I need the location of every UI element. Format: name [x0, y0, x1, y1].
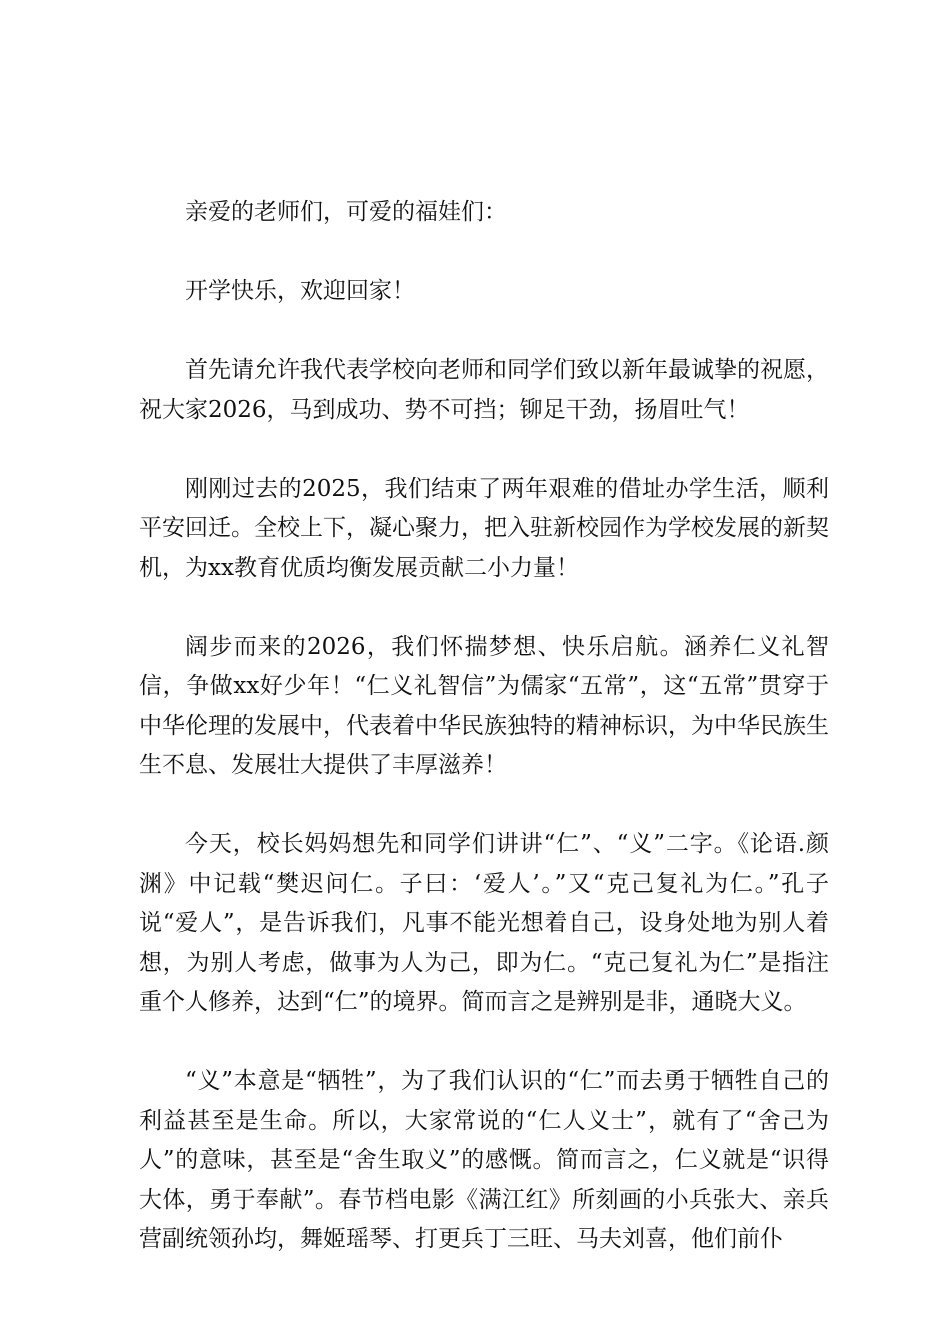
paragraph-outlook-2026: 阔步而来的2026，我们怀揣梦想、快乐启航。涵养仁义礼智信，争做xx好少年！“仁义礼智信”为儒家“五常”，这“五常”贯穿于中华伦理的发展中，代表着中华民族独特的精神标识，为中华民族生生不息、发展壮大提供了丰厚滋养！: [139, 633, 829, 778]
paragraph-greeting: 亲爱的老师们，可爱的福娃们：: [185, 199, 507, 225]
document-body: [139, 193, 829, 1299]
paragraph-review-2025: 刚刚过去的2025，我们结束了两年艰难的借址办学生活，顺利平安回迁。全校上下，凝心聚力，把入驻新校园作为学校发展的新契机，为xx教育优质均衡发展贡献二小力量！: [139, 475, 829, 581]
paragraph-welcome: 开学快乐，欢迎回家！: [185, 278, 415, 304]
paragraph-new-year-wishes: 首先请允许我代表学校向老师和同学们致以新年最诚挚的祝愿，祝大家2026，马到成功、势不可挡；铆足干劲，扬眉吐气！: [139, 357, 829, 423]
paragraph-ren-yi: 今天，校长妈妈想先和同学们讲讲“仁”、“义”二字。《论语.颜渊》中记载“樊迟问仁。子曰：‘爱人’。”又“克己复礼为仁。”孔子说“爱人”，是告诉我们，凡事不能光想着自己，设身处地为别人着想，为别人考虑，做事为人为己，即为仁。“克己复礼为仁”是指注重个人修养，达到“仁”的境界。简而言之是辨别是非，通晓大义。: [139, 831, 829, 1015]
paragraph-yi-meaning: “义”本意是“牺牲”，为了我们认识的“仁”而去勇于牺牲自己的利益甚至是生命。所以，大家常说的“仁人义士”，就有了“舍己为人”的意味，甚至是“舍生取义”的感慨。简而言之，仁义就是“识得大体，勇于奉献”。春节档电影《满江红》所刻画的小兵张大、亲兵营副统领孙均，舞姬瑶琴、打更兵丁三旺、马夫刘喜，他们前仆: [139, 1068, 829, 1252]
